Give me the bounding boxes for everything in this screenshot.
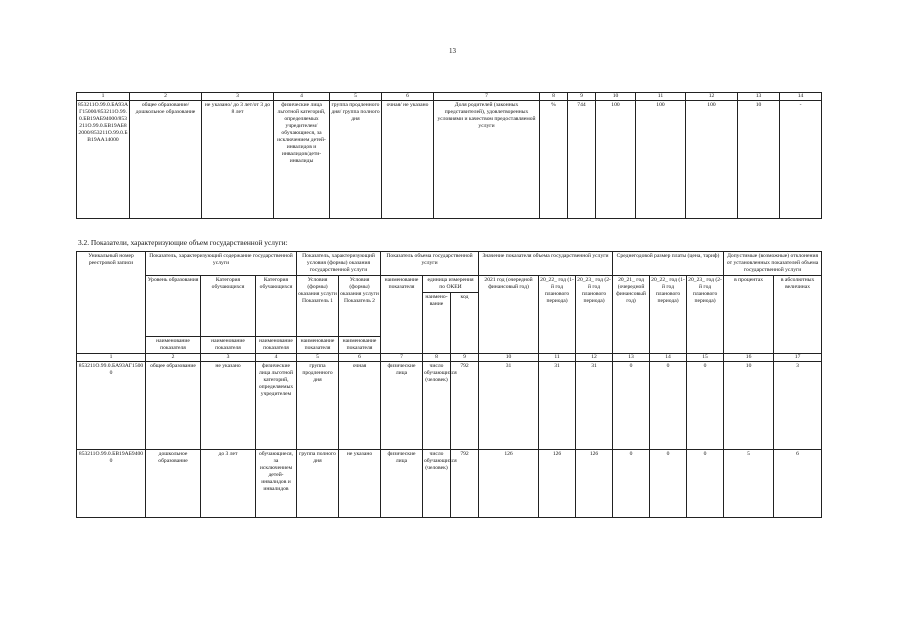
value-header: Значение показателя объема государственной услуги bbox=[479, 252, 613, 276]
conditions-header: Показатель, характеризующий условия (формы) оказания государственной услуги bbox=[297, 252, 381, 276]
content-header: Показатель, характеризующий содержание государственной услуги bbox=[146, 252, 297, 276]
quality-table bbox=[76, 92, 822, 219]
deviation-header: Допустимые (возможные) отклонения от установленных показателей объема государственной услуги bbox=[724, 252, 822, 276]
header-row-2: Уровень образования Категория обучающихся Категория обучающихся Условия (формы) оказания услуги Показатель 1 Условия (формы) оказания услуги Показатель 2 наименование показателя единица измерения по ОКЕИ 2021 год (очередной финансовый год) 20_22_ год (1-й год планового периода) 20_23_ год (2-й год планового периода) 20_21_ год (очередной финансовый год) 20_22_ год (1-й год планового периода) 20_23_ год (2-й год планового периода) в процентах в абсолютных величинах bbox=[77, 275, 822, 292]
table-row: 853211О.99.0.БА93АГ15000 общее образование не указано физические лица льготной категорий, определяемых учредителем группа продленного дня очная физические лица число обучающихся (человек) 792 31 31 31 0 0 0 10 3 bbox=[77, 361, 822, 449]
page-number: 13 bbox=[449, 47, 456, 55]
reg-number-header: Уникальный номер реестровой записи bbox=[77, 252, 146, 354]
column-number-row: 1 2 3 4 5 6 7 8 9 10 11 12 13 14 15 16 17 bbox=[77, 353, 822, 361]
volume-table bbox=[76, 251, 822, 518]
table-row: 853211О.99.0.БВ19АБ94000 дошкольное образование до 3 лет обучающиеся, за исключением детей-инвалидов и инвалидов группа полного дня не указано физические лица число обучающихся (человек) 792 126 126 126 0 0 0 5 6 bbox=[77, 449, 822, 517]
header-row-1 bbox=[77, 252, 822, 276]
table-row: 853211О.99.0.БА93АГ15000/853211О.99.0.БВ19АБ94000/853211О.99.0.БВ19АБ82000/853211О.99.0.БВ19АА14000 общее образование/ дошкольное образование не указано/ до 3 лет/от 3 до 8 лет физические лица льготной категорий, определяемых учредителем/ обучающиеся, за исключением детей-инвалидов и инвалидов/дети-инвалиды группа продленного дня/ группа полного дня очная/ не указано Доля родителей (законных представителей), удовлетворенных условиями и качеством предоставляемой услуги % 744 100 100 100 10 - bbox=[77, 101, 822, 219]
fee-header: Среднегодовой размер платы (цена, тариф) bbox=[613, 252, 724, 276]
section-title: 3.2. Показатели, характеризующие объем государственной услуги: bbox=[78, 238, 288, 247]
volume-header: Показатель объема государственной услуги bbox=[381, 252, 479, 276]
header-row-4: наименование показателя наименование показателя наименование показателя наименование показателя наименование показателя bbox=[77, 336, 822, 353]
header-row-3: наимено-вание код bbox=[77, 292, 822, 336]
column-number-row: 1 2 3 4 5 6 7 8 9 10 11 12 13 14 bbox=[77, 93, 822, 101]
